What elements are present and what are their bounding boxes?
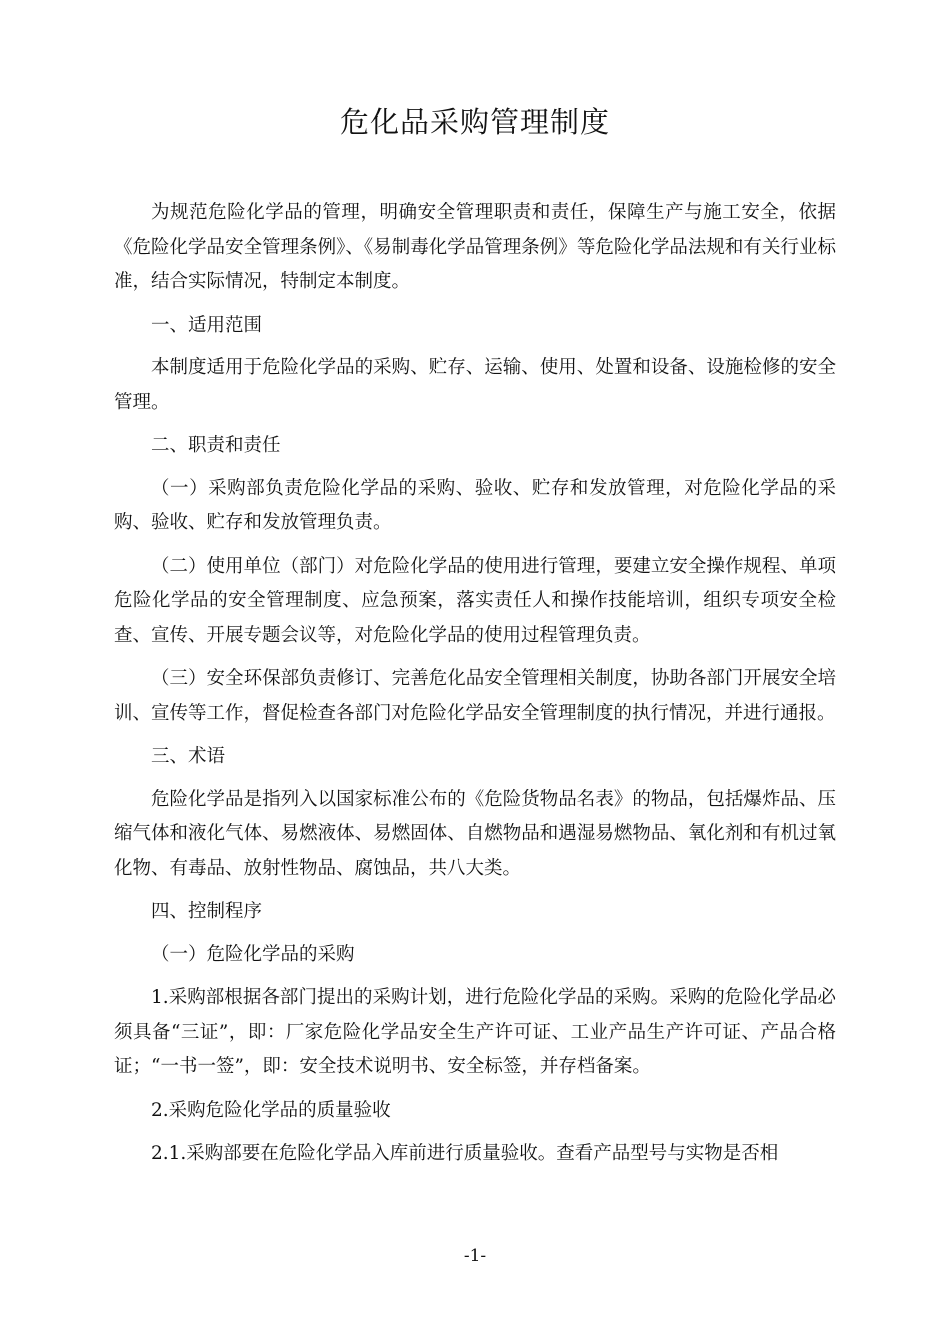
section-heading-terms: 三、术语 [151, 746, 226, 767]
intro-paragraph: 为规范危险化学品的管理，明确安全管理职责和责任，保障生产与施工安全，依据《危险化学品安全管理条例》、《易制毒化学品管理条例》等危险化学品法规和有关行业标准，结合实际情况，特制定本制度。 [114, 202, 836, 292]
procedure-item-2-1: 2.1.采购部要在危险化学品入库前进行质量验收。查看产品型号与实物是否相 [151, 1143, 779, 1164]
terms-paragraph: 危险化学品是指列入以国家标准公布的《危险货物品名表》的物品，包括爆炸品、压缩气体和液化气体、易燃液体、易燃固体、自燃物品和遇湿易燃物品、氧化剂和有机过氧化物、有毒品、放射性物品、腐蚀品，共八大类。 [114, 788, 836, 879]
section-heading-responsibilities: 二、职责和责任 [151, 435, 281, 456]
responsibility-item-3: （三）安全环保部负责修订、完善危化品安全管理相关制度，协助各部门开展安全培训、宣传等工作，督促检查各部门对危险化学品安全管理制度的执行情况，并进行通报。 [114, 668, 836, 724]
responsibility-item-1: （一）采购部负责危险化学品的采购、验收、贮存和发放管理，对危险化学品的采购、验收、贮存和发放管理负责。 [114, 477, 836, 533]
procedure-item-1: 1.采购部根据各部门提出的采购计划，进行危险化学品的采购。采购的危险化学品必须具备“三证”，即：厂家危险化学品安全生产许可证、工业产品生产许可证、产品合格证；“一书一签”，即：安全技术说明书、安全标签，并存档备案。 [114, 987, 836, 1077]
document-body [114, 196, 836, 1181]
procedure-subheading-purchase: （一）危险化学品的采购 [151, 943, 355, 965]
procedure-item-2: 2.采购危险化学品的质量验收 [151, 1099, 391, 1121]
document-title: 危化品采购管理制度 [339, 105, 610, 139]
section-heading-scope: 一、适用范围 [151, 314, 263, 336]
responsibility-item-2: （二）使用单位（部门）对危险化学品的使用进行管理，要建立安全操作规程、单项危险化学品的安全管理制度、应急预案，落实责任人和操作技能培训，组织专项安全检查、宣传、开展专题会议等，对危险化学品的使用过程管理负责。 [114, 555, 836, 646]
section-heading-procedure: 四、控制程序 [151, 901, 263, 922]
scope-paragraph: 本制度适用于危险化学品的采购、贮存、运输、使用、处置和设备、设施检修的安全管理。 [114, 357, 836, 413]
page-number: -1- [463, 1246, 487, 1266]
